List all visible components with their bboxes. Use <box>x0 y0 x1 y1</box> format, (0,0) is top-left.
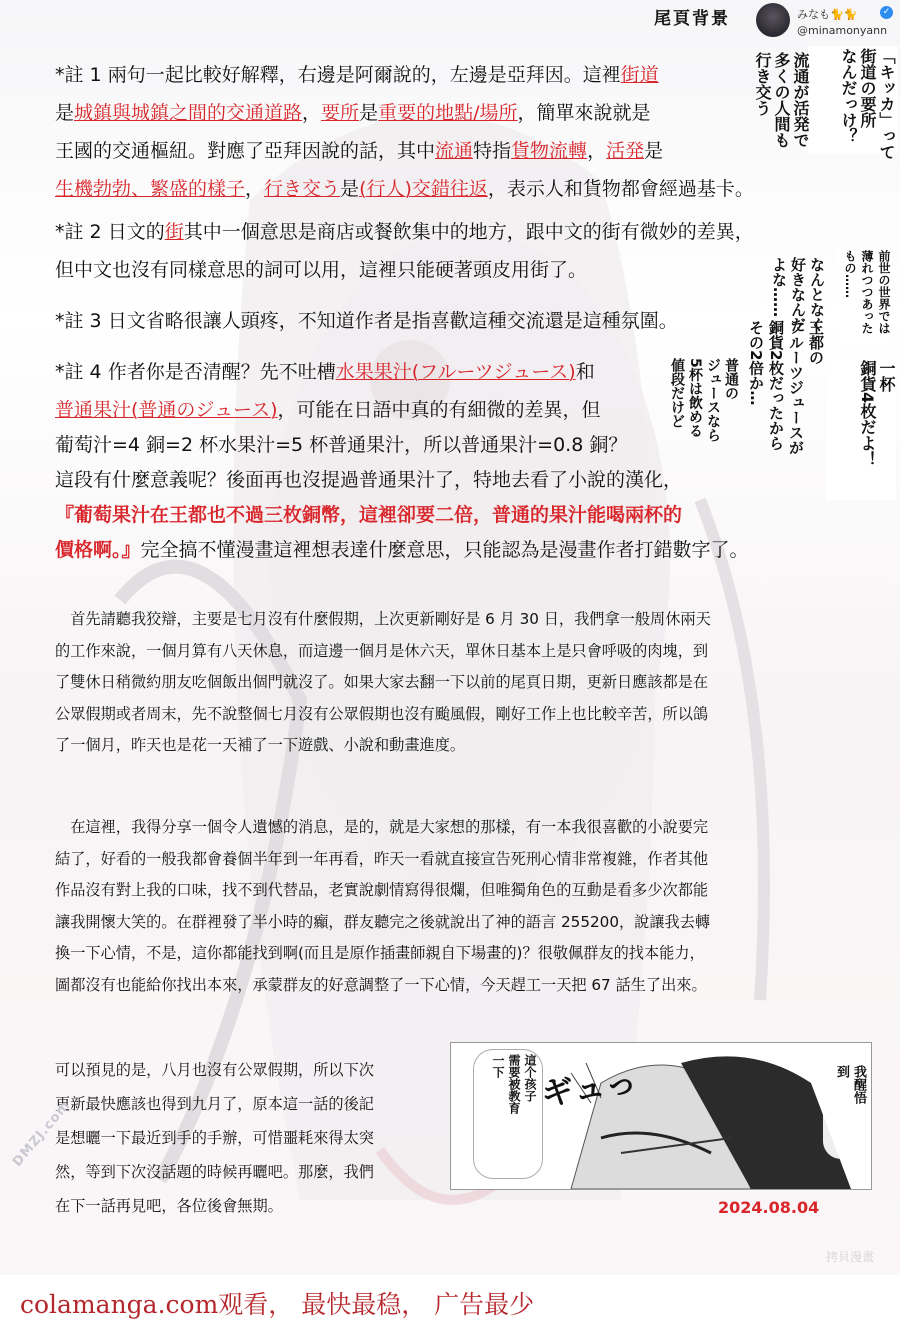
note-1-line-4: 生機勃勃、繁盛的樣子，行き交う是(行人)交錯往返，表示人和貨物都會經過基卡。 <box>55 178 754 200</box>
afterword-paragraph-3 <box>55 1053 374 1223</box>
sound-effect: ギュっ <box>539 1062 640 1114</box>
note-1-line-3: 王國的交通樞紐。對應了亞拜因說的話，其中流通特指貨物流轉，活発是 <box>55 140 664 162</box>
author-handle-name: みなも🐈🐈 <box>797 8 858 21</box>
paragraph-line: 首先請聽我狡辯，主要是七月沒有什麼假期，上次更新剛好是 6 月 30 日，我們拿一般周休兩天 <box>55 610 711 628</box>
speech-bubble: 一杯 銅貨4枚だよ！ <box>826 360 896 500</box>
watermark-dmzj: DMZJ.com <box>10 1097 74 1170</box>
paragraph-line: 是想曬一下最近到手的手辦，可惜噩耗來得太突 <box>55 1129 374 1147</box>
paragraph-line: 結了，好看的一般我都會養個半年到一年再看，昨天一看就直接宣告死刑心情非常複雜，作者其他 <box>55 849 709 868</box>
paragraph-line: 讓我開懷大笑的。在群裡發了半小時的癲，群友聽完之後就說出了神的語言 255200，說讓我去轉 <box>55 912 711 931</box>
speech-bubble: 我醒悟 到 <box>823 1061 871 1159</box>
header-title: 尾頁背景 <box>654 9 730 29</box>
paragraph-line: 了一個月，昨天也是花一天補了一下遊戲、小說和動畫進度。 <box>55 736 466 754</box>
paragraph-line: 圖都沒有也能給你找出本來，承蒙群友的好意調整了一下心情，今天趕工一天把 67 話生了出來。 <box>55 975 707 994</box>
paragraph-line: 然，等到下次沒話題的時候再曬吧。那麼，我們 <box>55 1163 374 1181</box>
author-handle-id: @minamonyann <box>797 24 888 37</box>
note-4-line-5: 『葡萄果汁在王都也不過三枚銅幣，這裡卻要二倍，普通的果汁能喝兩杯的 <box>55 504 683 526</box>
speech-bubble: 「キッカ」って 街道の要所 なんだっけ？ <box>808 46 898 154</box>
speech-bubble: 前世の世界では 薄れつつあった もの…… <box>836 250 892 348</box>
paragraph-line: 在下一話再見吧，各位後會無期。 <box>55 1197 283 1215</box>
paragraph-line: 作品沒有對上我的口味，找不到代替品，老實說劇情寫得很爛，但唯獨角色的互動是看多少次都能 <box>55 881 709 899</box>
afterword-paragraph-1 <box>55 604 711 762</box>
paragraph-line: 公眾假期或者周末，先不說整個七月沒有公眾假期也沒有颱風假，剛好工作上也比較辛苦，所以鴿 <box>55 704 709 723</box>
paragraph-line: 換一下心情，不是，這你都能找到啊(而且是原作插畫師親自下場畫的)？很敬佩群友的找本能力， <box>55 944 705 962</box>
watermark-copymanga: 拷貝漫畫 <box>826 1250 875 1264</box>
speech-bubble: 流通が活発で 多くの人間も 行き交う <box>753 52 810 148</box>
site-footer-banner[interactable]: colamanga.com观看， 最快最稳， 广告最少 <box>20 1290 535 1319</box>
speech-bubble: 王都の フルーツジュースが 銅貨2枚だったから その2倍か… <box>747 320 825 455</box>
note-4-line-6: 價格啊。』完全搞不懂漫畫這裡想表達什麼意思，只能認為是漫畫作者打錯數字了。 <box>55 539 749 561</box>
post-date: 2024.08.04 <box>718 1198 820 1217</box>
avatar <box>756 3 790 37</box>
note-4-line-4: 這段有什麼意義呢？後面再也沒提過普通果汁了，特地去看了小說的漢化， <box>55 469 683 491</box>
note-4-line-3: 葡萄汁=4 銅=2 杯水果汁=5 杯普通果汁，所以普通果汁=0.8 銅？ <box>55 434 628 456</box>
note-3-line-1: *註 3 日文省略很讓人頭疼，不知道作者是指喜歡這種交流還是這種氛圍。 <box>55 310 678 332</box>
paragraph-line: 在這裡，我得分享一個令人遺憾的消息，是的，就是大家想的那樣，有一本我很喜歡的小說要完 <box>55 818 709 836</box>
verified-badge-icon: ✓ <box>880 6 893 19</box>
note-4-line-1: *註 4 作者你是否清醒？先不吐槽水果果汁(フルーツジュース)和 <box>55 361 595 383</box>
note-2-line-2: 但中文也沒有同樣意思的詞可以用，這裡只能硬著頭皮用街了。 <box>55 259 588 281</box>
note-1-line-1: *註 1 兩句一起比較好解釋，右邊是阿爾說的，左邊是亞拜因。這裡街道 <box>55 64 659 86</box>
inset-manga-panel <box>450 1042 872 1190</box>
paragraph-line: 可以預見的是，八月也沒有公眾假期，所以下次 <box>55 1061 374 1079</box>
speech-bubble: 普通の ジュースなら 5杯は飲める 値段だけど <box>669 358 739 442</box>
note-4-line-2: 普通果汁(普通のジュース)，可能在日語中真的有細微的差異，但 <box>55 399 601 421</box>
paragraph-line: 了雙休日稍微約朋友吃個飯出個門就沒了。如果大家去翻一下以前的尾頁日期，更新日應該都是在 <box>55 673 709 691</box>
afterword-paragraph-2 <box>55 812 710 1001</box>
note-1-line-2: 是城鎮與城鎮之間的交通道路，要所是重要的地點/場所，簡單來說就是 <box>55 102 651 124</box>
note-2-line-1: *註 2 日文的街其中一個意思是商店或餐飲集中的地方，跟中文的街有微妙的差異， <box>55 221 754 243</box>
paragraph-line: 更新最快應該也得到九月了，原本這一話的後記 <box>55 1095 374 1113</box>
speech-bubble: なんとなく 好きなんだ よな…… <box>762 257 826 349</box>
paragraph-line: 的工作來說，一個月算有八天休息，而這邊一個月是休六天，單休日基本上是只會呼吸的肉塊，到 <box>55 641 709 660</box>
speech-bubble: 這个孩子 需要被教育 一下 <box>473 1049 543 1179</box>
